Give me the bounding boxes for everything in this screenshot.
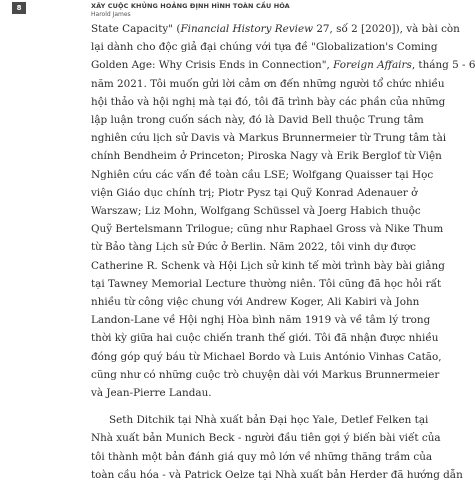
text-line: tại Tawney Memorial Lecture thường niên. Tôi cũng đã học hỏi rất <box>91 277 442 290</box>
running-title: XÂY CUỘC KHỦNG HOẢNG ĐỊNH HÌNH TOÀN CẦU HÓA <box>91 2 290 10</box>
text-line: viện Giáo dục chính trị; Piotr Pysz tại Quỹ Konrad Adenauer ở <box>91 186 418 199</box>
author-name: Harold James <box>91 11 131 18</box>
page-number: 8 <box>12 2 26 14</box>
text-line: Nghiên cứu các vấn đề toàn cầu LSE; Wolfgang Quaisser tại Học <box>91 168 434 181</box>
text-line: Golden Age: Why Crisis Ends in Connection", Foreign Affairs, tháng 5 - 6 <box>91 59 475 72</box>
text-line: nghiên cứu lịch sử Davis và Markus Brunnermeier từ Trung tâm tài <box>91 132 447 145</box>
text-line: Nhà xuất bản Munich Beck - người đầu tiên gợi ý biến bài viết của <box>91 432 441 445</box>
text-line: Quỹ Bertelsmann Trilogue; cũng như Raphael Gross và Nike Thum <box>91 223 444 236</box>
text-line: hội thảo và hội nghị mà tại đó, tôi đã trình bày các phần của những <box>91 95 446 108</box>
text-line: thời kỳ giữa hai cuộc chiến tranh thế giới. Tôi đã nhận được nhiều <box>91 332 439 345</box>
text-line: chính Bendheim ở Princeton; Piroska Nagy và Erik Berglof từ Viện <box>91 150 442 163</box>
text-line: cũng như có những cuộc trò chuyện dài với Markus Brunnermeier <box>91 368 440 381</box>
text-line: lập luận trong cuốn sách này, đó là David Bell thuộc Trung tâm <box>91 114 424 127</box>
text-line: Seth Ditchik tại Nhà xuất bản Đại học Yale, Detlef Felken tại <box>109 414 429 427</box>
text-line: Catherine R. Schenk và Hội Lịch sử kinh tế mời trình bày bài giảng <box>91 259 445 272</box>
text-line: nhiều từ công việc chung với Andrew Koger, Ali Kabiri và John <box>91 296 420 309</box>
text-line: từ Bảo tàng Lịch sử Đức ở Berlin. Năm 2022, tôi vinh dự được <box>91 241 416 254</box>
text-line: tôi thành một bản đánh giá quy mô lớn về những thăng trầm của <box>91 450 433 463</box>
paragraph-publishers <box>91 411 463 484</box>
page-header <box>0 0 400 20</box>
text-line: toàn cầu hóa - và Patrick Oelze tại Nhà xuất bản Herder đã hướng dẫn <box>91 468 463 481</box>
body-text <box>91 20 475 484</box>
paragraph-acknowledgements <box>91 20 475 402</box>
text-line: Landon-Lane về Hội nghị Hòa bình năm 1919 và về tâm lý trong <box>91 314 431 327</box>
text-line: và Jean-Pierre Landau. <box>91 387 212 400</box>
text-line: State Capacity" (Financial History Review 27, số 2 [2020]), và bài còn <box>91 23 460 35</box>
text-line: lại dành cho độc giả đại chúng với tựa đề "Globalization's Coming <box>91 41 438 54</box>
text-line: năm 2021. Tôi muốn gửi lời cảm ơn đến những người tổ chức nhiều <box>91 77 445 90</box>
text-line: đóng góp quý báu từ Michael Bordo và Luis António Vinhas Catão, <box>91 350 442 363</box>
text-line: Warszaw; Liz Mohn, Wolfgang Schüssel và Joerg Habich thuộc <box>91 205 421 218</box>
